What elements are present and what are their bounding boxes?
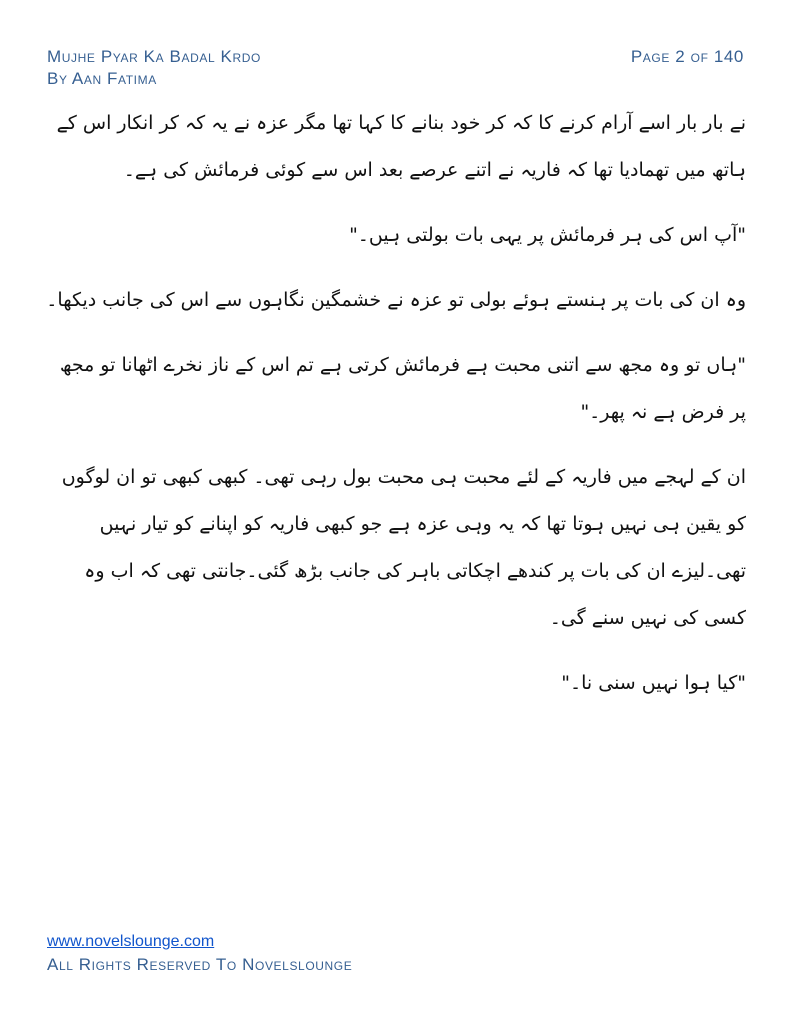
text-line: کو یقین ہی نہیں ہوتا تھا کہ یہ وہی عزہ ہے جو کبھی فاریہ کو اپنانے کو تیار نہیں (99, 513, 746, 535)
text-line: "کیا ہوا نہیں سنی نا۔" (561, 672, 746, 694)
page-number: Page 2 of 140 (630, 47, 744, 66)
text-line: نے بار بار اسے آرام کرنے کا کہ کر خود بنانے کا کہا تھا مگر عزہ نے یہ کہ کر انکار اس کے (56, 112, 746, 134)
author-line: By Aan Fatima (47, 69, 157, 88)
text-line: "آپ اس کی ہر فرمائش پر یہی بات بولتی ہیں۔" (349, 224, 746, 246)
text-line: کسی کی نہیں سنے گی۔ (549, 607, 746, 629)
text-line: وہ ان کی بات پر ہنستے ہوئے بولی تو عزہ نے خشمگین نگاہوں سے اس کی جانب دیکھا۔ (46, 289, 746, 311)
footer (47, 932, 352, 976)
novel-title: Mujhe Pyar Ka Badal Krdo (47, 47, 261, 66)
text-line: ہاتھ میں تھمادیا تھا کہ فاریہ نے اتنے عرصے بعد اس سے کوئی فرمائش کی ہے۔ (123, 159, 746, 181)
website-link[interactable]: www.novelslounge.com (47, 933, 215, 950)
text-line: ان کے لہجے میں فاریہ کے لئے محبت ہی محبت بول رہی تھی۔ کبھی کبھی تو ان لوگوں (61, 466, 746, 488)
text-line: "ہاں تو وہ مجھ سے اتنی محبت ہے فرمائش کرتی ہے تم اس کے ناز نخرے اٹھانا تو مجھ (59, 354, 746, 376)
page-body (46, 100, 746, 707)
rights-notice: All Rights Reserved To Novelslounge (47, 955, 353, 974)
text-line: پر فرض ہے نہ پھر۔" (580, 401, 746, 423)
text-line: تھی۔لیزے ان کی بات پر کندھے اچکاتی باہر کی جانب بڑھ گئی۔جانتی تھی کہ اب وہ (84, 560, 746, 582)
header-left (47, 46, 261, 90)
